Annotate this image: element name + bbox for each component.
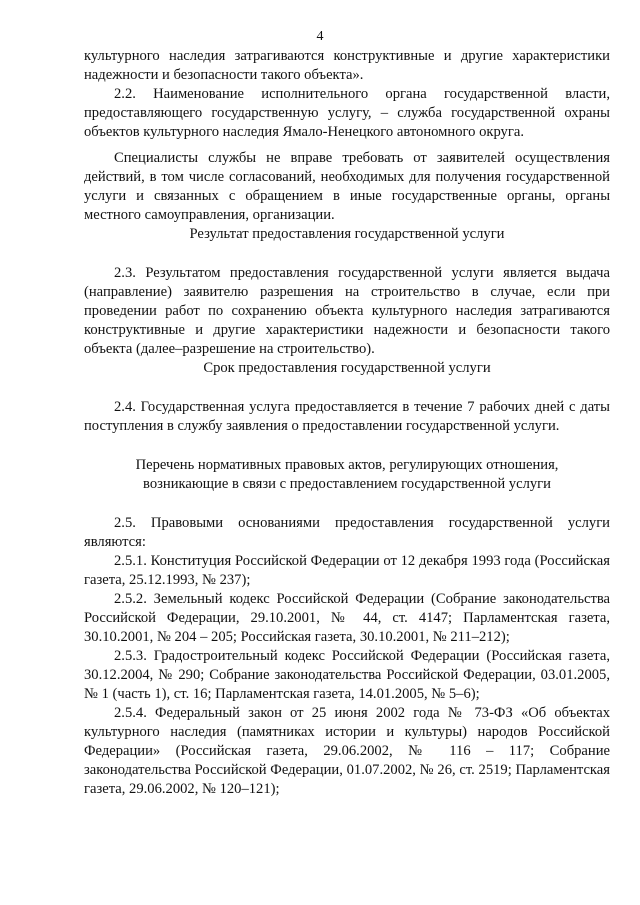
paragraph-2-5-2: 2.5.2. Земельный кодекс Российской Федерации (Собрание законодательства Российской Федерации, 29.10.2001, № 44, ст. 4147; Парламентская газета, 30.10.2001, № 204 – 205; Российская газета, 30.10.2001, № 211–212); [84, 591, 610, 645]
page-number: 4 [316, 29, 324, 44]
section-heading-acts-line-2: возникающие в связи с предоставлением государственной услуги [143, 476, 551, 492]
document-body [84, 47, 610, 799]
section-heading-acts-line-1: Перечень нормативных правовых актов, регулирующих отношения, [135, 457, 559, 473]
paragraph-2-4: 2.4. Государственная услуга предоставляется в течение 7 рабочих дней с даты поступления в службу заявления о предоставлении государственной услуги. [84, 399, 610, 434]
paragraph-intro-continuation: культурного наследия затрагиваются конструктивные и другие характеристики надежности и безопасности такого объекта». [84, 48, 610, 83]
section-heading-acts [84, 456, 610, 494]
paragraph-2-5-1: 2.5.1. Конституция Российской Федерации от 12 декабря 1993 года (Российская газета, 25.12.1993, № 237); [84, 553, 610, 588]
paragraph-2-2: 2.2. Наименование исполнительного органа государственной власти, предоставляющего государственную услугу, – служба государственной охраны объектов культурного наследия Ямало-Ненецкого автономного округа. [84, 86, 610, 140]
paragraph-2-5-4: 2.5.4. Федеральный закон от 25 июня 2002 года № 73-ФЗ «Об объектах культурного наследия (памятниках истории и культуры) народов Российской Федерации» (Российская газета, 29.06.2002, № 116 – 117; Собрание законодательства Российской Федерации, 01.07.2002, № 26, ст. 2519; Парламентская газета, 29.06.2002, № 120–121); [84, 705, 610, 797]
paragraph-specialists: Специалисты службы не вправе требовать от заявителей осуществления действий, в том числе согласований, необходимых для получения государственной услуги и связанных с обращением в иные государственные органы, органы местного самоуправления, организации. [84, 150, 610, 223]
paragraph-2-5-3: 2.5.3. Градостроительный кодекс Российской Федерации (Российская газета, 30.12.2004, № 290; Собрание законодательства Российской Федерации, 03.01.2005, № 1 (часть 1), ст. 16; Парламентская газета, 14.01.2005, № 5–6); [84, 648, 610, 702]
paragraph-2-3: 2.3. Результатом предоставления государственной услуги является выдача (направление) заявителю разрешения на строительство в случае, если при проведении работ по сохранению объекта культурного наследия затрагиваются конструктивные и другие характеристики надежности и безопасности такого объекта (далее–разрешение на строительство). [84, 265, 610, 357]
section-heading-term: Срок предоставления государственной услуги [203, 360, 491, 376]
section-heading-result: Результат предоставления государственной услуги [189, 226, 505, 242]
paragraph-2-5: 2.5. Правовыми основаниями предоставления государственной услуги являются: [84, 515, 610, 550]
